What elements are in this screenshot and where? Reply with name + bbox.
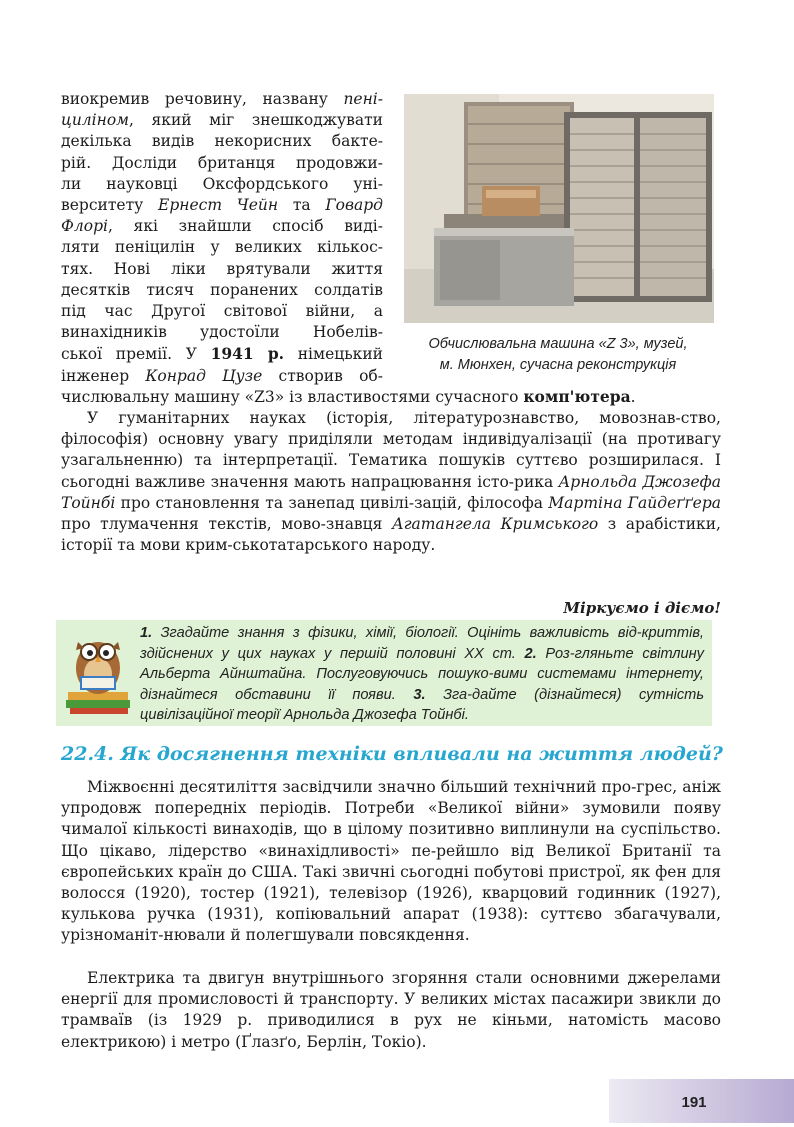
z3-photo-illustration — [404, 94, 714, 323]
intro-last-line — [61, 386, 721, 408]
intro-line — [61, 343, 383, 365]
intro-text: виокремив речовину, названу — [61, 90, 344, 108]
person-krymsky: Агатангела Кримського — [391, 515, 599, 534]
task-text: Роз-гляньте світлину Альберта Айнштайна. Послуговуючись пошуко-вими системами інтернету, дізнайтеся обставини її появи. — [140, 645, 704, 703]
term-penicillin: пені- — [343, 90, 383, 108]
section-heading: 22.4. Як досягнення техніки впливали на життя людей? — [61, 743, 723, 765]
caption-line-1: Обчислювальна машина «Z 3», музей, — [428, 336, 688, 352]
person-florey-end: Флорі — [61, 217, 108, 236]
paragraph-text: про тлумачення текстів, мово-знавця — [61, 515, 392, 534]
intro-text: німецький — [284, 345, 383, 364]
person-toynbee: Арнольда Джозефа Тойнбі — [61, 472, 721, 512]
intro-line — [61, 366, 383, 387]
intro-text: та — [278, 196, 326, 215]
paragraph-text: про становлення та занепад цивілі-зацій, філософа — [115, 493, 549, 512]
intro-text: верситету — [61, 196, 159, 215]
person-chain: Ернест Чейн — [158, 196, 279, 215]
person-heidegger: Мартіна Гайдеґґера — [548, 493, 721, 512]
intro-line: ляти пеніцилін у великих кількос- — [61, 238, 383, 257]
intro-text: . — [630, 388, 636, 406]
task-text: Згадайте знання з фізики, хімії, біології. Оцініть важливість від-криттів, здійснених у цих науках у першій половині XX ст. — [140, 625, 704, 662]
intro-line: рій. Досліди британця продовжи- — [61, 153, 383, 172]
person-zuse: Конрад Цузе — [145, 366, 263, 385]
intro-text: створив об- — [262, 366, 383, 385]
z3-computer-photo — [404, 94, 714, 323]
section-paragraph-2: Електрика та двигун внутрішнього згоряння стали основними джерелами енергії для промисловості й транспорту. У великих містах пасажири звикли до трамваїв (із 1929 р. приводилися в рух не кіньми, натомість масово електрикою) і метро (Ґлазґо, Берлін, Токіо). — [61, 969, 721, 1051]
think-block-title: Міркуємо і діємо! — [563, 599, 721, 617]
intro-text: ської премії. У — [61, 345, 211, 364]
intro-line — [61, 89, 383, 110]
page-number: 191 — [681, 1094, 707, 1111]
task-box — [56, 620, 712, 726]
intro-line: ли науковці Оксфордського уні- — [61, 174, 383, 193]
term-penicillin-end: циліном — [61, 111, 130, 130]
section-paragraph-1: Міжвоєнні десятиліття засвідчили значно більший технічний про-грес, аніж упродовж попередніх періодів. Потреби «Великої війни» зумовили появу чималої кількості винаходів, що в цілому позитивно виплинули на суспільство. Що цікаво, лідерство «винахідливості» пе-рейшло від Великої Британії та європейських країн до США. Такі звичні сьогодні побутові пристрої, як фен для волосся (1920), тостер (1921), телевізор (1926), кварцовий годинник (1927), кулькова ручка (1931), копіювальний апарат (1938): суттєво збагачували, урізноманіт-нювали й полегшували повсякдення. — [61, 778, 721, 945]
task-number: 2. — [524, 645, 537, 662]
humanities-paragraph — [61, 408, 721, 556]
intro-line: десятків тисяч поранених солдатів — [61, 280, 383, 299]
person-florey: Говард — [325, 196, 384, 215]
intro-text: , які знайшли спосіб виді- — [107, 217, 383, 236]
year-1941: 1941 р. — [210, 344, 285, 364]
intro-line — [61, 216, 383, 237]
task-text: Зга-дайте (дізнайтеся) сутність цивілізаційної теорії Арнольда Джозефа Тойнбі. — [140, 686, 704, 724]
task-list — [140, 623, 704, 726]
intro-line: декілька видів некорисних бакте- — [61, 132, 383, 151]
task-number: 3. — [413, 686, 426, 703]
intro-line — [61, 110, 383, 131]
term-computer: комп'ютера — [523, 387, 631, 406]
intro-paragraph — [61, 89, 383, 387]
caption-line-2: м. Мюнхен, сучасна реконструкція — [439, 357, 677, 373]
intro-line: під час Другої світової війни, а — [61, 302, 383, 321]
owl-reading-icon — [62, 626, 134, 716]
intro-text: числювальну машину «Z3» із властивостями сучасного — [61, 388, 524, 406]
intro-line — [61, 195, 383, 216]
intro-text: інженер — [61, 366, 146, 385]
intro-line: винахідників удостоїли Нобелів- — [61, 323, 383, 342]
intro-text: , який міг знешкоджувати — [129, 111, 383, 130]
figure-z3 — [400, 94, 720, 380]
task-number: 1. — [140, 625, 153, 641]
intro-line: тях. Нові ліки врятували життя — [61, 259, 383, 278]
paragraph-text: У гуманітарних науках (історія, літературознавство, мовознав-ство, філософія) основну увагу приділяли методам індивідуалізації (на противагу узагальненню) та інтерпретації. Тематика пошуків суттєво розширилася. І сьогодні важливе значення мають напрацювання істо-рика — [61, 409, 721, 491]
figure-caption — [400, 334, 716, 376]
paragraph-text: з арабістики, історії та мови крим-ськотатарського народу. — [61, 515, 721, 555]
page-number-tab — [609, 1079, 794, 1123]
